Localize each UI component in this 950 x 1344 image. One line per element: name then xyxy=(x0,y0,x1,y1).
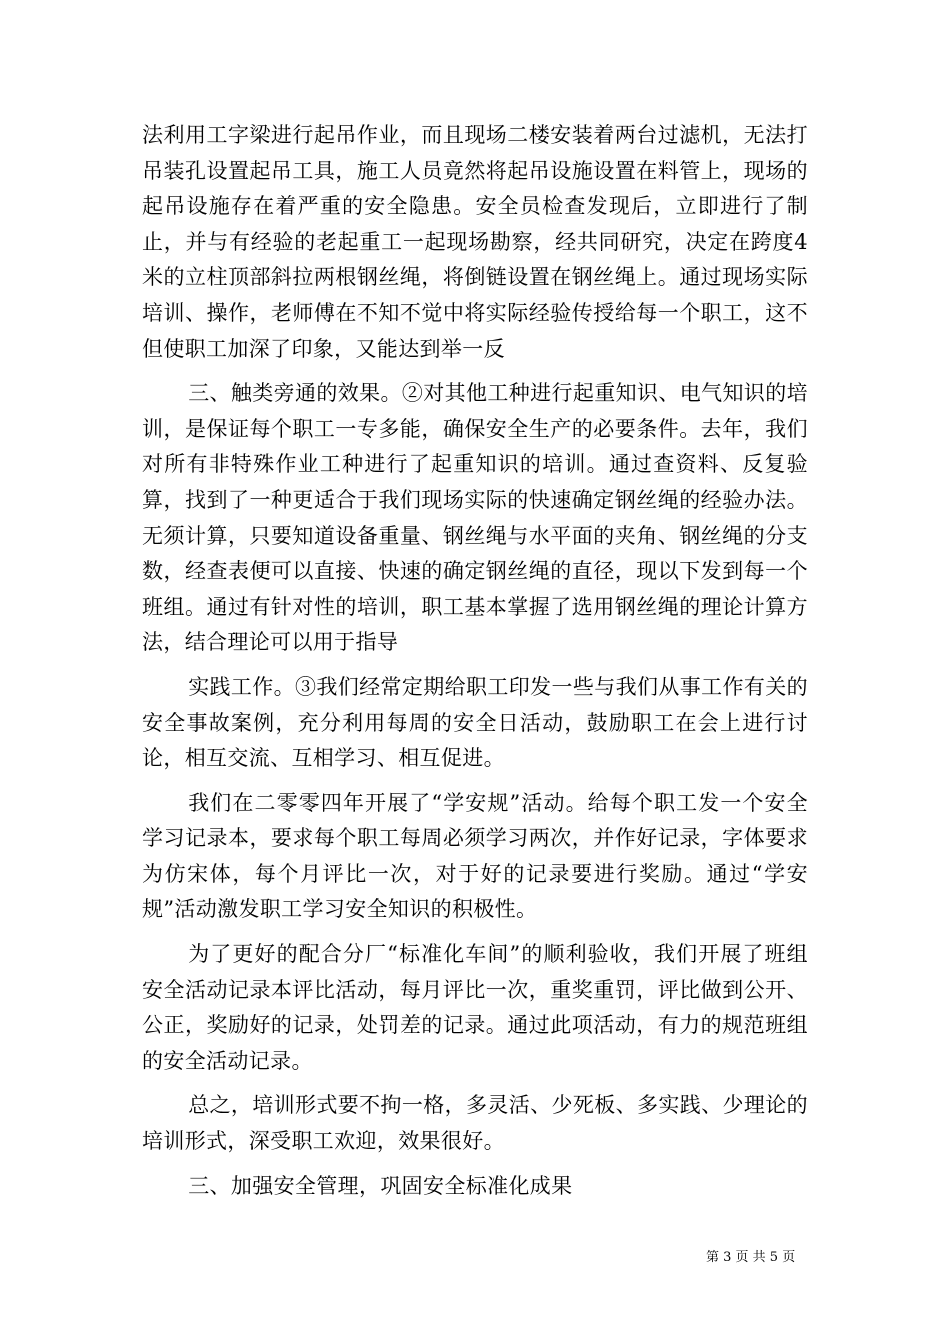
section-heading: 三、加强安全管理，巩固安全标准化成果 xyxy=(188,1173,573,1198)
paragraph-6: 总之，培训形式要不拘一格，多灵活、少死板、多实践、少理论的培训形式，深受职工欢迎，效果很好。 xyxy=(142,1093,808,1154)
paragraph-3: 实践工作。③我们经常定期给职工印发一些与我们从事工作有关的安全事故案例，充分利用每周的安全日活动，鼓励职工在会上进行讨论，相互交流、互相学习、相互促进。 xyxy=(142,674,808,771)
paragraph-5: 为了更好的配合分厂“标准化车间”的顺利验收，我们开展了班组安全活动记录本评比活动，每月评比一次，重奖重罚，评比做到公开、公正，奖励好的记录，处罚差的记录。通过此项活动，有力的规范班组的安全活动记录。 xyxy=(142,942,808,1073)
page-number-footer: 第 3 页 共 5 页 xyxy=(706,1250,796,1265)
document-body xyxy=(142,118,808,1213)
paragraph-1: 法利用工字梁进行起吊作业，而且现场二楼安装着两台过滤机，无法打吊装孔设置起吊工具，施工人员竟然将起吊设施设置在料管上，现场的起吊设施存在着严重的安全隐患。安全员检查发现后，立即进行了制止，并与有经验的老起重工一起现场勘察，经共同研究，决定在跨度4米的立柱顶部斜拉两根钢丝绳，将倒链设置在钢丝绳上。通过现场实际培训、操作，老师傅在不知不觉中将实际经验传授给每一个职工，这不但使职工加深了印象，又能达到举一反 xyxy=(142,123,808,361)
paragraph-2: 三、触类旁通的效果。②对其他工种进行起重知识、电气知识的培训，是保证每个职工一专多能，确保安全生产的必要条件。去年，我们对所有非特殊作业工种进行了起重知识的培训。通过查资料、反复验算，找到了一种更适合于我们现场实际的快速确定钢丝绳的经验办法。无须计算，只要知道设备重量、钢丝绳与水平面的夹角、钢丝绳的分支数，经查表便可以直接、快速的确定钢丝绳的直径，现以下发到每一个班组。通过有针对性的培训，职工基本掌握了选用钢丝绳的理论计算方法，结合理论可以用于指导 xyxy=(142,381,808,655)
paragraph-4: 我们在二零零四年开展了“学安规”活动。给每个职工发一个安全学习记录本，要求每个职工每周必须学习两次，并作好记录，字体要求为仿宋体，每个月评比一次，对于好的记录要进行奖励。通过“学安规”活动激发职工学习安全知识的积极性。 xyxy=(142,790,808,922)
